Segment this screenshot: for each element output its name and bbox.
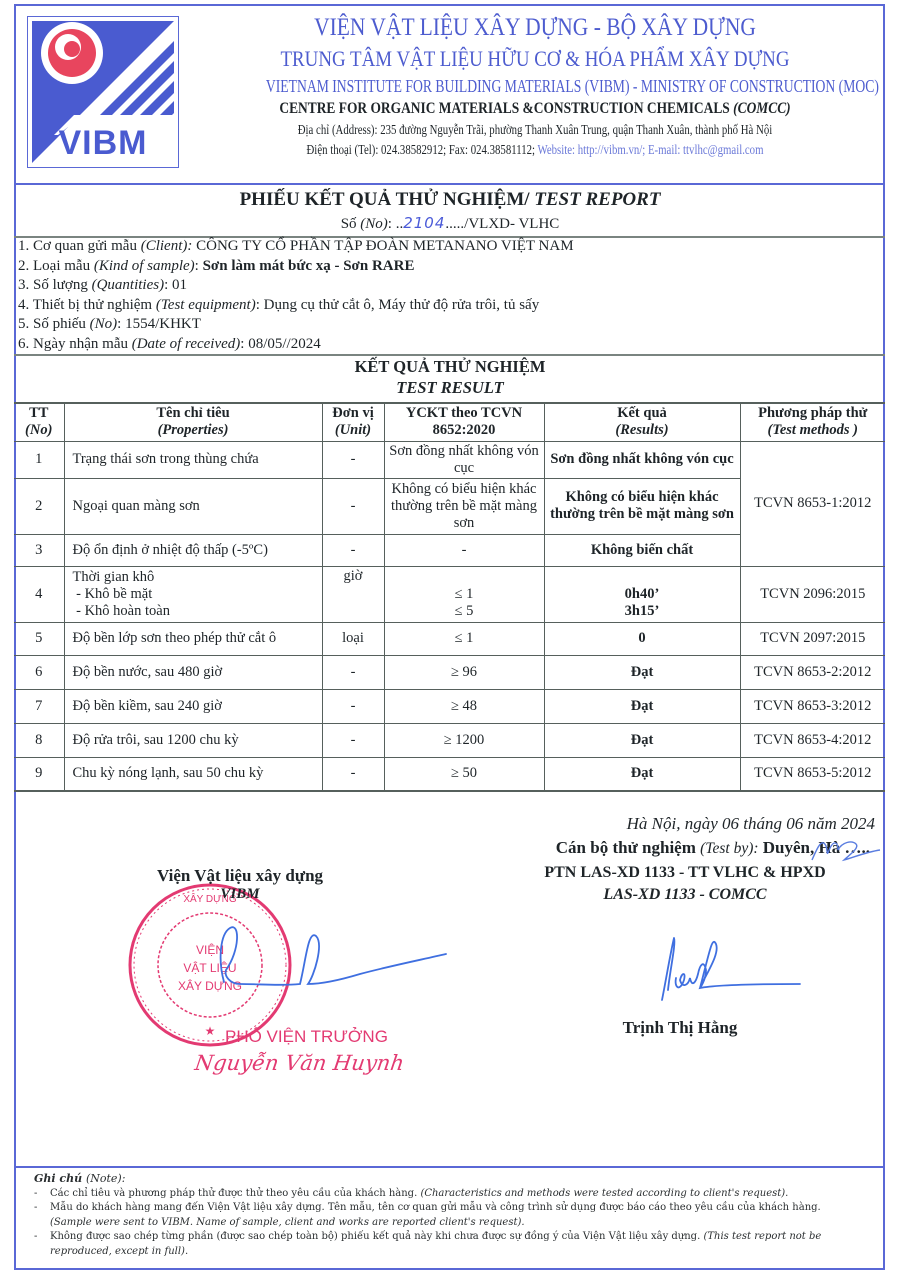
row-requirement-2: ≤ 5 (454, 602, 474, 619)
row-property: Độ rửa trôi, sau 1200 chu kỳ (64, 723, 322, 757)
row-requirement-1: ≤ 1 (454, 585, 474, 602)
tester-initials-signature-icon (808, 836, 883, 866)
row-no: 1 (14, 441, 64, 478)
handwritten-report-no: 2104 (403, 214, 446, 232)
row-method: TCVN 8653-4:2012 (740, 723, 885, 757)
row-method: TCVN 2097:2015 (740, 622, 885, 655)
info-client (18, 237, 574, 257)
date-received-label-en: (Date of received) (131, 335, 241, 352)
row-no: 2 (14, 478, 64, 534)
signature-right-icon (640, 930, 810, 1010)
row-result (544, 566, 740, 622)
row-unit: - (322, 534, 384, 566)
header-method: Phương pháp thử (758, 405, 868, 422)
qty-label-en: (Quantities) (91, 277, 165, 293)
row-unit: - (322, 478, 384, 534)
stamp-text-1: VIỆN (195, 943, 225, 957)
slip-no-label-en: (No) (89, 316, 118, 332)
report-number (0, 214, 900, 233)
row-property: Độ bền nước, sau 480 giờ (64, 655, 322, 689)
row-property-main: Thời gian khô (72, 568, 155, 585)
slip-no-label: 5. Số phiếu (18, 316, 90, 332)
row-result: Đạt (544, 655, 740, 689)
date-received-label: 6. Ngày nhận mẫu (18, 335, 132, 352)
sample-label: 2. Loại mẫu (18, 257, 94, 274)
address: Địa chỉ (Address): 235 đường Nguyễn Trãi, phường Thanh Xuân Trung, quận Thanh Xuân, thành phố Hà Nội (297, 122, 773, 137)
report-title-vi: PHIẾU KẾT QUẢ THỬ NGHIỆM/ (239, 189, 535, 210)
table-row (14, 757, 885, 791)
row-unit: - (322, 757, 384, 791)
row-no: 9 (14, 757, 64, 791)
tester-value: Duyên, Hà ….. (758, 838, 870, 857)
signer-name: Trịnh Thị Hằng (622, 1018, 738, 1037)
row-method: TCVN 8653-3:2012 (740, 689, 885, 723)
note-en: (This test report not be reproduced, except in full). (50, 1231, 822, 1257)
row-property (64, 566, 322, 622)
row-property: Độ bền kiềm, sau 240 giờ (64, 689, 322, 723)
phone-fax: Điện thoại (Tel): 024.38582912; Fax: 024.38581112; (306, 142, 538, 157)
row-requirement: ≥ 96 (384, 655, 544, 689)
row-method: TCVN 8653-1:2012 (740, 441, 885, 566)
note-vi: Không được sao chép từng phần (được sao chép toàn bộ) phiếu kết quả này khi chưa được sự đồng ý của Viện Vật liệu xây dựng. (50, 1231, 704, 1242)
table-row (14, 723, 885, 757)
row-requirement: - (384, 534, 544, 566)
row-property-sub: - Khô hoàn toàn (76, 602, 170, 619)
equip-label: 4. Thiết bị thử nghiệm (18, 296, 156, 313)
website-email-link[interactable]: Website: http://vibm.vn/; E-mail: ttvlhc@gmail.com (537, 142, 764, 157)
row-method: TCVN 8653-5:2012 (740, 757, 885, 791)
row-no: 3 (14, 534, 64, 566)
row-requirement: ≥ 50 (384, 757, 544, 791)
header-unit: Đơn vị (332, 405, 374, 422)
row-property-sub: - Khô bề mặt (76, 585, 153, 602)
row-result: Đạt (544, 689, 740, 723)
row-result-1: 0h40’ (624, 585, 660, 602)
row-no: 4 (14, 566, 64, 622)
row-unit: - (322, 655, 384, 689)
col-header-results (544, 403, 740, 441)
row-property: Trạng thái sơn trong thùng chứa (64, 441, 322, 478)
row-result: Đạt (544, 757, 740, 791)
notes-divider (14, 1166, 885, 1168)
centre-name-en-main: CENTRE FOR ORGANIC MATERIALS &CONSTRUCTION CHEMICALS (279, 100, 734, 117)
row-no: 8 (14, 723, 64, 757)
results-table (14, 402, 885, 792)
tester-label: Cán bộ thử nghiệm (555, 838, 701, 857)
sample-label-en: (Kind of sample) (93, 257, 195, 274)
row-unit: loại (322, 622, 384, 655)
row-result-2: 3h15’ (624, 602, 660, 619)
centre-name: TRUNG TÂM VẬT LIỆU HỮU CƠ & HÓA PHẨM XÂY DỰNG (280, 46, 790, 71)
header-req: YCKT theo TCVN (405, 405, 523, 422)
header-prop-en: (Properties) (157, 422, 229, 439)
note-vi: Các chỉ tiêu và phương pháp thử được thử theo yêu cầu của khách hàng. (50, 1187, 421, 1199)
row-no: 6 (14, 655, 64, 689)
notes-title (34, 1172, 864, 1187)
row-result: Sơn đồng nhất không vón cục (544, 441, 740, 478)
lab-accreditation: PTN LAS-XD 1133 - TT VLHC & HPXD (544, 864, 826, 881)
header-prop: Tên chỉ tiêu (156, 405, 230, 422)
report-no-suffix: /VLXD- VLHC (464, 216, 560, 232)
logo-text: VIBM (58, 124, 148, 162)
row-result: Đạt (544, 723, 740, 757)
table-row (14, 566, 885, 622)
col-header-no (14, 403, 64, 441)
col-header-method (740, 403, 885, 441)
table-row (14, 441, 885, 478)
qty-label: 3. Số lượng (18, 277, 92, 293)
row-property: Độ bền lớp sơn theo phép thử cắt ô (64, 622, 322, 655)
svg-text:★: ★ (204, 1024, 216, 1038)
equip-label-en: (Test equipment) (155, 296, 256, 313)
vibm-logo (27, 16, 179, 168)
date-received-value: : 08/05//2024 (240, 335, 321, 352)
row-requirement: ≤ 1 (384, 622, 544, 655)
organization-name: Viện Vật liệu xây dựng (156, 866, 324, 885)
qty-value: : 01 (164, 277, 187, 293)
report-no-colon: : (387, 216, 396, 232)
header-divider (14, 183, 885, 185)
centre-abbr: (COMCC) (733, 100, 791, 117)
report-no-label: Số (340, 216, 361, 232)
table-row (14, 622, 885, 655)
client-label-en: (Client): (140, 238, 193, 254)
header-method-en: (Test methods ) (767, 422, 858, 439)
row-result: Không biến chất (544, 534, 740, 566)
info-quantity (18, 276, 574, 296)
equip-value: : Dụng cụ thử cắt ô, Máy thử độ rửa trôi, tủ sấy (255, 296, 540, 313)
info-equipment (18, 296, 574, 316)
stamp-ring-text: XÂY DỰNG (183, 894, 237, 905)
table-row (14, 655, 885, 689)
report-no-dots: ..... (445, 216, 465, 232)
note-en: (Sample were sent to VIBM. Name of sample, client and works are reported client's request). (50, 1216, 525, 1228)
notes-section (34, 1172, 864, 1259)
row-no: 5 (14, 622, 64, 655)
row-property: Chu kỳ nóng lạnh, sau 50 chu kỳ (64, 757, 322, 791)
row-requirement: Không có biểu hiện khác thường trên bề mặt màng sơn (384, 478, 544, 534)
signature-left-icon (210, 920, 450, 1000)
col-header-requirement (384, 403, 544, 441)
report-title (0, 189, 900, 211)
row-property: Ngoại quan màng sơn (64, 478, 322, 534)
header-no: TT (29, 405, 49, 422)
row-unit: - (322, 689, 384, 723)
note-en: (Characteristics and methods were tested according to client's request). (420, 1187, 789, 1199)
row-no: 7 (14, 689, 64, 723)
note-vi: Mẫu do khách hàng mang đến Viện Vật liệu xây dựng. Tên mẫu, tên cơ quan gửi mẫu và công trình sử dụng được báo cáo theo yêu cầu của khách hàng. (50, 1202, 821, 1213)
note-item (34, 1187, 864, 1202)
row-requirement: ≥ 1200 (384, 723, 544, 757)
row-method: TCVN 2096:2015 (740, 566, 885, 622)
results-title: KẾT QUẢ THỬ NGHIỆM (354, 357, 546, 376)
row-method: TCVN 8653-2:2012 (740, 655, 885, 689)
issue-date: Hà Nội, ngày 06 tháng 06 năm 2024 (626, 814, 875, 833)
info-sample: 2. Loại mẫu (Kind of sample): Sơn làm mát bức xạ - Sơn RARE (18, 257, 415, 274)
sample-info (18, 237, 574, 354)
header-result: Kết quả (617, 405, 667, 422)
table-header-row (14, 403, 885, 441)
deputy-director-title: PHÓ VIỆN TRƯỞNG (225, 1027, 388, 1046)
organization-abbr: VIBM (220, 886, 260, 902)
institution-header (190, 12, 880, 160)
contact-line (259, 140, 811, 160)
row-requirement (384, 566, 544, 622)
header-result-en: (Results) (615, 422, 669, 439)
lab-accreditation-en: LAS-XD 1133 - COMCC (603, 886, 767, 903)
deputy-director-name: Nguyễn Văn Huynh (193, 1051, 406, 1075)
table-row (14, 689, 885, 723)
note-item (34, 1201, 864, 1230)
col-header-properties (64, 403, 322, 441)
row-requirement: Sơn đồng nhất không vón cục (384, 441, 544, 478)
info-slip-no (18, 315, 574, 335)
client-label: 1. Cơ quan gửi mẫu (18, 238, 141, 254)
row-property: Độ ổn định ở nhiệt độ thấp (-5ºC) (64, 534, 322, 566)
slip-no-value: : 1554/KHKT (117, 316, 201, 332)
report-no-dots: .. (395, 216, 404, 232)
institute-name-en: VIETNAM INSTITUTE FOR BUILDING MATERIALS (VIBM) - MINISTRY OF CONSTRUCTION (MOC) (265, 76, 879, 96)
client-value: CÔNG TY CỔ PHẦN TẬP ĐOÀN METANANO VIỆT NAM (192, 238, 574, 254)
results-subtitle: TEST RESULT (396, 378, 504, 397)
row-unit: - (322, 441, 384, 478)
institute-name: VIỆN VẬT LIỆU XÂY DỰNG - BỘ XÂY DỰNG (314, 14, 756, 41)
row-result: 0 (544, 622, 740, 655)
header-req-2: 8652:2020 (432, 422, 496, 439)
header-unit-en: (Unit) (334, 422, 372, 439)
note-item (34, 1230, 864, 1259)
info-date-received (18, 335, 574, 355)
notes-title-en: (Note): (85, 1172, 126, 1185)
report-no-label-en: (No) (360, 216, 388, 232)
centre-name-en (245, 98, 825, 120)
col-header-unit (322, 403, 384, 441)
stamp-text-2: VẬT LIỆU (183, 961, 237, 975)
notes-title-vi: Ghi chú (34, 1172, 86, 1185)
header-no-en: (No) (25, 422, 53, 439)
sample-value: Sơn làm mát bức xạ - Sơn RARE (202, 257, 415, 274)
row-unit: - (322, 723, 384, 757)
report-title-en: TEST REPORT (534, 189, 661, 210)
tester-label-en: (Test by): (700, 840, 759, 857)
stamp-text-3: XÂY DỰNG (177, 979, 243, 993)
row-requirement: ≥ 48 (384, 689, 544, 723)
row-unit: giờ (322, 566, 384, 622)
row-result: Không có biểu hiện khác thường trên bề mặt màng sơn (544, 478, 740, 534)
